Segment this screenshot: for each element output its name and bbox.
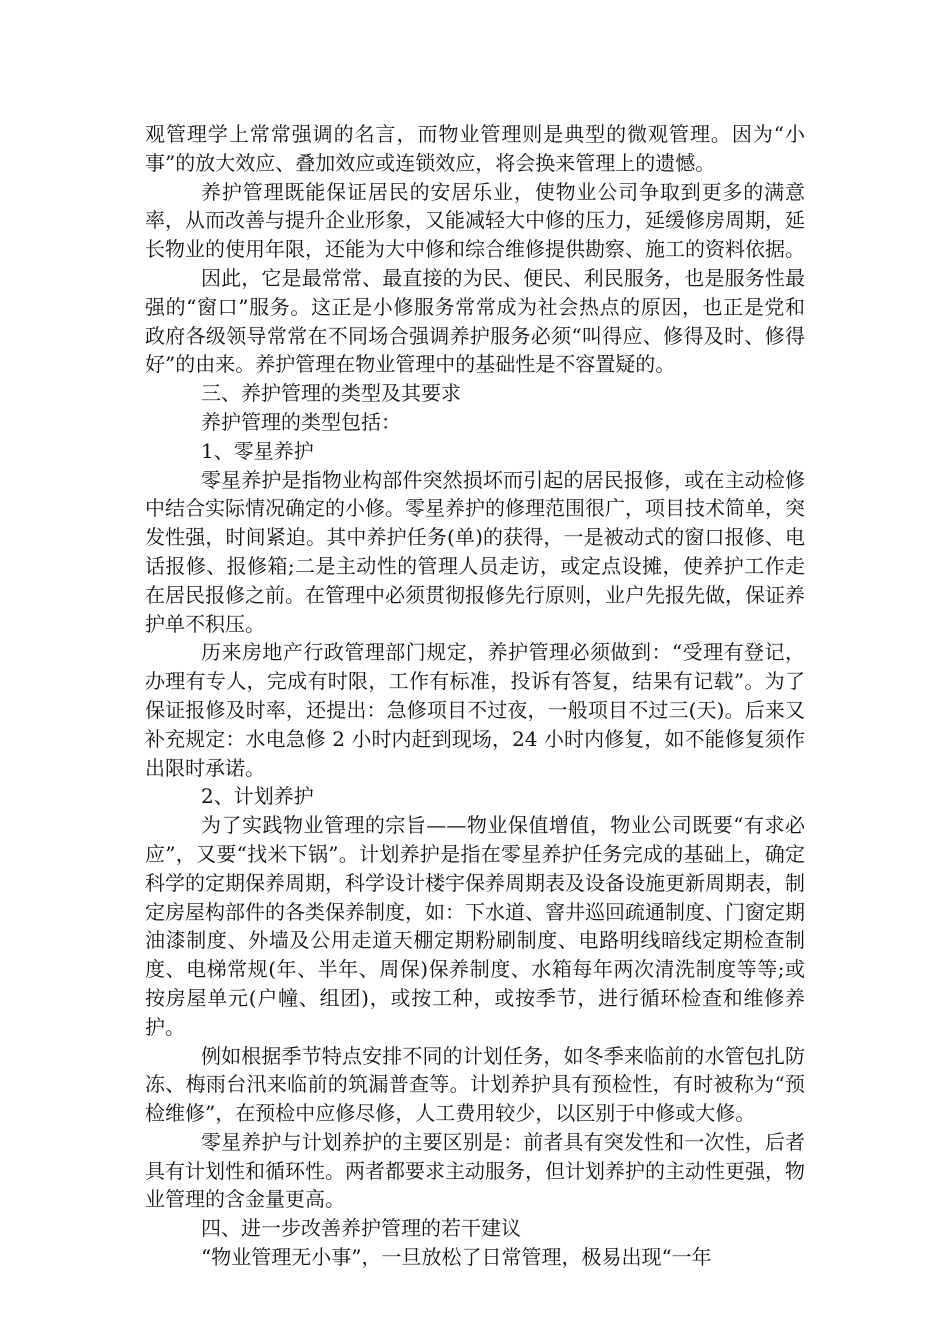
paragraph-benefits: 养护管理既能保证居民的安居乐业，使物业公司争取到更多的满意率，从而改善与提升企业形象，又能减轻大中修的压力，延缓修房周期，延长物业的使用年限，还能为大中修和综合维修提供勘察、施工的资料依据。	[145, 179, 805, 262]
section-heading-3: 三、养护管理的类型及其要求	[201, 381, 461, 406]
paragraph-regulations: 历来房地产行政管理部门规定，养护管理必须做到：“受理有登记，办理有专人，完成有时限，工作有标准，投诉有答复，结果有记载”。为了保证报修及时率，还提出：急修项目不过夜，一般项目不过三(天)。后来又补充规定：水电急修 2 小时内赶到现场，24 小时内修复，如不能修复须作出限时承诺。	[145, 640, 805, 780]
paragraph-continued: 观管理学上常常强调的名言，而物业管理则是典型的微观管理。因为“小事”的放大效应、叠加效应或连锁效应，将会换来管理上的遗憾。	[145, 122, 805, 175]
paragraph-window-service: 因此，它是最常常、最直接的为民、便民、利民服务，也是服务性最强的“窗口”服务。这正是小修服务常常成为社会热点的原因，也正是党和政府各级领导常常在不同场合强调养护服务必须“叫得应、修得及时、修得好”的由来。养护管理在物业管理中的基础性是不容置疑的。	[145, 265, 805, 377]
subheading-1: 1、零星养护	[201, 438, 314, 463]
subheading-2: 2、计划养护	[201, 784, 314, 809]
paragraph-planned-maintenance: 为了实践物业管理的宗旨——物业保值增值，物业公司既要“有求必应”，又要“找米下锅”。计划养护是指在零星养护任务完成的基础上，确定科学的定期保养周期，科学设计楼宇保养周期表及设备设施更新周期表，制定房屋构部件的各类保养制度，如：下水道、窨井巡回疏通制度、门窗定期油漆制度、外墙及公用走道天棚定期粉刷制度、电路明线暗线定期检查制度、电梯常规(年、半年、周保)保养制度、水箱每年两次清洗制度等等;或按房屋单元(户幢、组团)，或按工种，或按季节，进行循环检查和维修养护。	[145, 813, 805, 1039]
paragraph-seasonal-example: 例如根据季节特点安排不同的计划任务，如冬季来临前的水管包扎防冻、梅雨台汛来临前的筑漏普查等。计划养护具有预检性，有时被称为“预检维修”，在预检中应修尽修，人工费用较少，以区别于中修或大修。	[145, 1043, 805, 1126]
paragraph-types-intro: 养护管理的类型包括：	[201, 409, 401, 434]
section-heading-4: 四、进一步改善养护管理的若干建议	[201, 1216, 521, 1241]
paragraph-differences: 零星养护与计划养护的主要区别是：前者具有突发性和一次性，后者具有计划性和循环性。两者都要求主动服务，但计划养护的主动性更强，物业管理的含金量更高。	[145, 1129, 805, 1212]
paragraph-no-small-matters: “物业管理无小事”，一旦放松了日常管理，极易出现“一年	[201, 1245, 712, 1270]
paragraph-sporadic-maintenance: 零星养护是指物业构部件突然损坏而引起的居民报修，或在主动检修中结合实际情况确定的小修。零星养护的修理范围很广，项目技术简单，突发性强，时间紧迫。其中养护任务(单)的获得，一是被动式的窗口报修、电话报修、报修箱;二是主动性的管理人员走访，或定点设摊，使养护工作走在居民报修之前。在管理中必须贯彻报修先行原则，业户先报先做，保证养护单不积压。	[145, 467, 805, 636]
document-page	[145, 120, 805, 1272]
